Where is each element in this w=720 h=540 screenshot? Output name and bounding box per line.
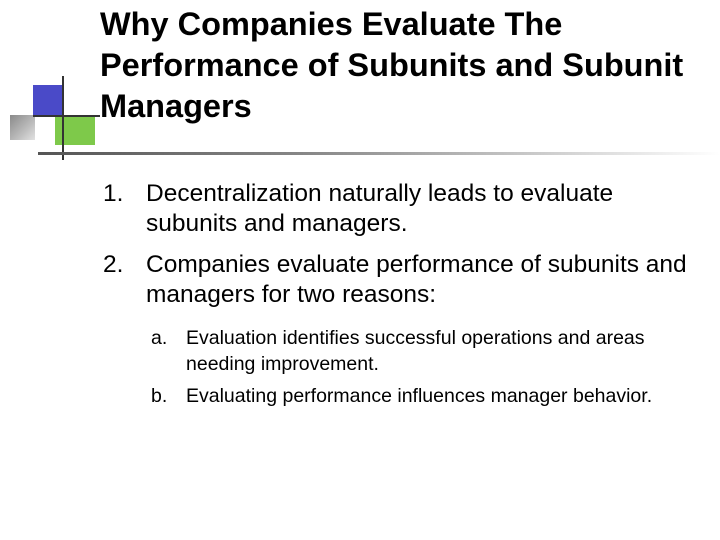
sub-point-letter: a. [151, 327, 168, 349]
sub-point-a [146, 325, 693, 377]
main-point-1 [103, 179, 693, 239]
point-text: Companies evaluate performance of subunits and managers for two reasons: [146, 251, 687, 308]
sub-point-text: Evaluation identifies successful operations and areas needing improvement. [186, 327, 645, 375]
sub-point-letter: b. [151, 385, 168, 407]
point-text: Decentralization naturally leads to evaluate subunits and managers. [146, 180, 614, 237]
vertical-rule-decoration [62, 76, 64, 160]
gray-square-decoration [10, 115, 35, 140]
point-number: 2. [103, 251, 124, 278]
sub-point-b [146, 383, 693, 409]
main-point-2 [103, 250, 693, 409]
main-point-list [103, 179, 693, 409]
blue-square-decoration [33, 85, 63, 115]
sub-point-list [146, 325, 693, 409]
sub-point-text: Evaluating performance influences manager behavior. [186, 385, 653, 407]
title-separator-line [38, 152, 720, 155]
slide-title: Why Companies Evaluate The Performance of Subunits and Subunit Managers [100, 6, 684, 124]
green-square-decoration [55, 115, 95, 145]
horizontal-rule-decoration [33, 115, 100, 117]
point-number: 1. [103, 180, 124, 207]
